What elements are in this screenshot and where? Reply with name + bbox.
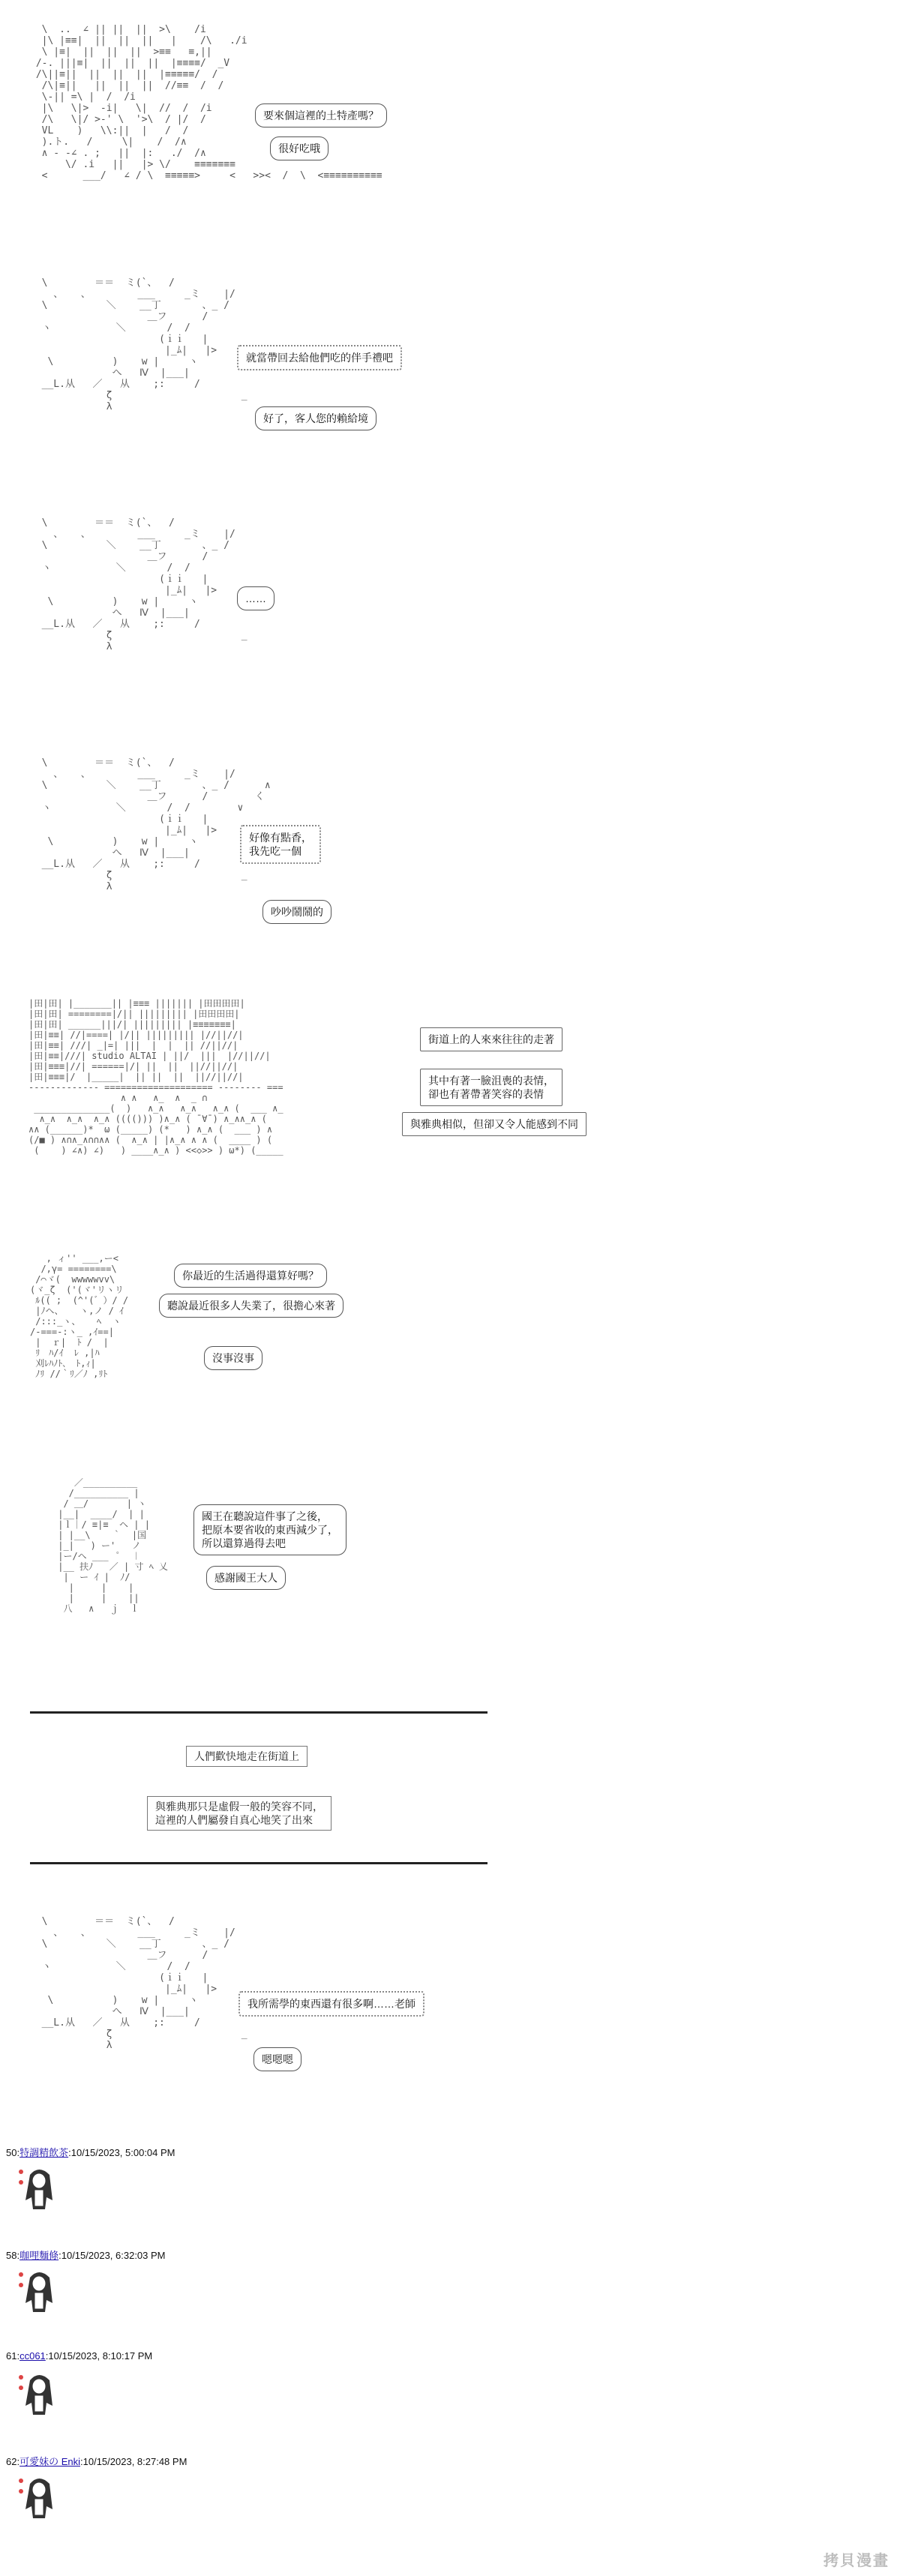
- watermark-logo: 拷貝漫畫: [824, 2551, 890, 2569]
- post-number: 61: [6, 2350, 17, 2362]
- post-header: 61:cc061:10/15/2023, 8:10:17 PM: [6, 2350, 153, 2362]
- speech-bubble: ……: [237, 586, 274, 610]
- ascii-art-street: |田|田| |_______|| |≡≡≡ ||||||| |田田田田| |田|田| ========|/|| ||||||||| |田田田田| |田|田| ______|||/| ||||||||| |≡≡≡≡≡≡≡| |田|≡≡| //|====| |/|| ||||||||| |//||//| |田|≡≡| ///| _|=| ||| | | || //||//| |田|≡≡|///| studio ALTAI | ||/ ||| |//||//| |田|≡≡≡|//| ======|/| || || ||//||//| |田|≡≡≡|/ |_____| || || || ||//||//| ------------- ==================== -------- === ∧ ∧ ∧_ ∧ _ ∩ ______________( ) ∧_∧ ∧_∧ ∧_∧ ( ___ ∧_ ∧_∧ ∧_∧ ∧_∧ (((())) )∧_∧ ( ¯∀¯) ∧_∧∧_∧ ( ∧∧ (______)* ω (_____) (* ) ∧_∧ ( ___ ) ∧ (/■ ) ∧∩∧_∧∩∩∧∧ ( ∧_∧ | |∧_∧ ∧ ∧ ( ____ ) ( ( ) ∠∧) ∠) ) ____∧_∧ ) <<◇>> ) ω*) (_____: [28, 998, 284, 1156]
- avatar: [16, 2267, 62, 2315]
- scene-9: [0, 1909, 900, 2134]
- comment-post: [6, 2454, 531, 2544]
- avatar: [16, 2370, 62, 2418]
- post-author-link[interactable]: cc061: [20, 2350, 46, 2362]
- speech-bubble: 要來個這裡的土特產嗎？: [255, 103, 387, 127]
- speech-bubble: 你最近的生活過得還算好嗎？: [174, 1264, 327, 1288]
- speech-bubble: 沒事沒事: [204, 1346, 262, 1370]
- scene-2: [0, 270, 900, 495]
- narration-box: 人們歡快地走在街道上: [186, 1746, 308, 1767]
- post-date: 10/15/2023, 5:00:04 PM: [70, 2147, 176, 2158]
- post-number: 58: [6, 2250, 17, 2261]
- scene-3: [0, 510, 900, 735]
- post-date: 10/15/2023, 6:32:03 PM: [61, 2250, 166, 2261]
- comment-post: [6, 2145, 531, 2235]
- speech-bubble: 嗯嗯嗯: [254, 2047, 302, 2071]
- ascii-art-character: \ ＝＝ ミ(`、 / 、 、 ___ _ミ |/ \ ＼ __丁 、_ / ＿フ / ヽ ＼ / / (ｉｉ | |_ﾑ| |> \ ) w | ヽ へ Ⅳ |___| __L.从 ／ 从 ;: / ζ _ λ: [41, 277, 248, 412]
- post-author-link[interactable]: 特調精飲茶: [20, 2147, 69, 2158]
- ascii-art-character: \ ＝＝ ミ(`、 / 、 、 ___ _ミ |/ \ ＼ __丁 、_ / ∧ ＿フ / く ヽ ＼ / / ∨ (ｉｉ | |_ﾑ| |> \ ) w | ヽ へ Ⅳ |___| __L.从 ／ 从 ;: / ζ _ λ: [41, 757, 271, 892]
- speech-bubble: 吵吵鬧鬧的: [262, 900, 332, 924]
- scene-1: [0, 15, 900, 240]
- post-author-link[interactable]: 咖哩麵條: [20, 2250, 59, 2261]
- speech-bubble: 很好吃哦: [270, 136, 328, 160]
- speech-bubble: 好了，客人您的賴給境: [255, 406, 376, 430]
- speech-bubble: 感謝國王大人: [206, 1566, 286, 1590]
- speech-bubble: 好像有點香， 我先吃一個: [240, 825, 321, 864]
- speech-bubble: 我所需學的東西還有很多啊……老師: [238, 1991, 424, 2017]
- ascii-art-king: ／__________ /__________ | / ＿/ | ヽ |__| ____/ | | |ｌ｜/ ≡|≡ ヘ | | | |__\ ｀ |国 |_| ) ー' ノ |ー/ヘ ___ ﾟ ︱ |__ 扶ﾉ ／ | 寸 ﾍ 乂 | ー ｲ | ﾉ/ | | | | | || 八 ∧ ｊ ｌ: [58, 1477, 168, 1614]
- narration-box: 其中有著一臉沮喪的表情， 卻也有著帶著笑容的表情: [420, 1069, 562, 1106]
- ascii-art-character: \ .. ∠ || || || >\ /i |\ |≡≡| || || || | /\ ./i \ |≡| || || || >≡≡ ≡,|| /-. |||≡| || || || |≡≡≡≡/ _V /\||≡|| || || || |≡≡≡≡≡/ / /\|≡|| || || || //≡≡ / / \-|| =\ | / /i |\ \|> -i| \| // / /i /\ \|/ >-' \ '>\ / |/ / VL ) \\:|| | / / ).ト. / \| / /∧ ∧ - -∠ . ; || |: ./ /∧ \/ .i || |> \/ ≡≡≡≡≡≡≡ < ___/ ∠ / \ ≡≡≡≡≡> < >>< / \ <≡≡≡≡≡≡≡≡≡≡: [35, 24, 382, 181]
- comment-post: [6, 2248, 531, 2338]
- post-date: 10/15/2023, 8:27:48 PM: [82, 2456, 188, 2467]
- post-date: 10/15/2023, 8:10:17 PM: [48, 2350, 153, 2362]
- post-number: 62: [6, 2456, 17, 2467]
- scene-6: [0, 1249, 900, 1459]
- speech-bubble: 就當帶回去給他們吃的伴手禮吧: [237, 345, 402, 370]
- post-header: 62:可愛妹の Enki:10/15/2023, 8:27:48 PM: [6, 2456, 188, 2467]
- scene-5: [0, 994, 900, 1219]
- post-header: 58:咖哩麵條:10/15/2023, 6:32:03 PM: [6, 2250, 166, 2261]
- narration-box: 與雅典那只是虛假一般的笑容不同， 這裡的人們屬發自真心地笑了出來: [147, 1796, 332, 1831]
- comment-post: [6, 2350, 531, 2440]
- avatar: [16, 2473, 62, 2521]
- scene-7: [0, 1470, 900, 1672]
- divider: [30, 1862, 488, 1864]
- speech-bubble: 國王在聽說這件事了之後， 把原本要省收的東西減少了， 所以還算過得去吧: [194, 1504, 346, 1555]
- ascii-art-character: \ ＝＝ ミ(`、 / 、 、 ___ _ミ |/ \ ＼ __丁 、_ / ＿フ / ヽ ＼ / / (ｉｉ | |_ﾑ| |> \ ) w | ヽ へ Ⅳ |___| __L.从 ／ 从 ;: / ζ _ λ: [41, 1916, 248, 2051]
- post-header: 50:特調精飲茶:10/15/2023, 5:00:04 PM: [6, 2147, 176, 2158]
- avatar: [16, 2164, 62, 2212]
- ascii-art-character: \ ＝＝ ミ(`、 / 、 、 ___ _ミ |/ \ ＼ __丁 、_ / ＿フ / ヽ ＼ / / (ｉｉ | |_ﾑ| |> \ ) w | ヽ へ Ⅳ |___| __L.从 ／ 从 ;: / ζ _ λ: [41, 517, 248, 652]
- post-author-link[interactable]: 可愛妹の Enki: [20, 2456, 80, 2467]
- narration-box: 街道上的人來來往往的走著: [420, 1027, 562, 1051]
- speech-bubble: 聽說最近很多人失業了，很擔心來著: [159, 1294, 344, 1318]
- narration-box: 與雅典相似，但卻又令人能感到不同: [402, 1112, 586, 1136]
- divider: [30, 1711, 488, 1714]
- scene-4: [0, 750, 900, 990]
- ascii-art-characters: , ィ'' ___,ー< /,γ= ========\ /⌒ヾ( wwwwwvv\ (ヾ_ζ ('(ヾ'リヽリ ﾙ(( ; (^'(゛）/ / |ﾉヘ、 ヽ,ノ / ｲ /:::_ヽ、 ﾍ ヽ /-===-:ヽ_ ,ｲ==| | ｒ| ﾄ / | ﾘ ﾊ/ｲ ﾚ ,|ﾊ 刈ﾚﾊﾉﾄ､ ﾄ,ｨ| ﾉﾘ //｀ﾘ／ﾉ ,ﾘﾄ: [30, 1253, 129, 1379]
- post-number: 50: [6, 2147, 17, 2158]
